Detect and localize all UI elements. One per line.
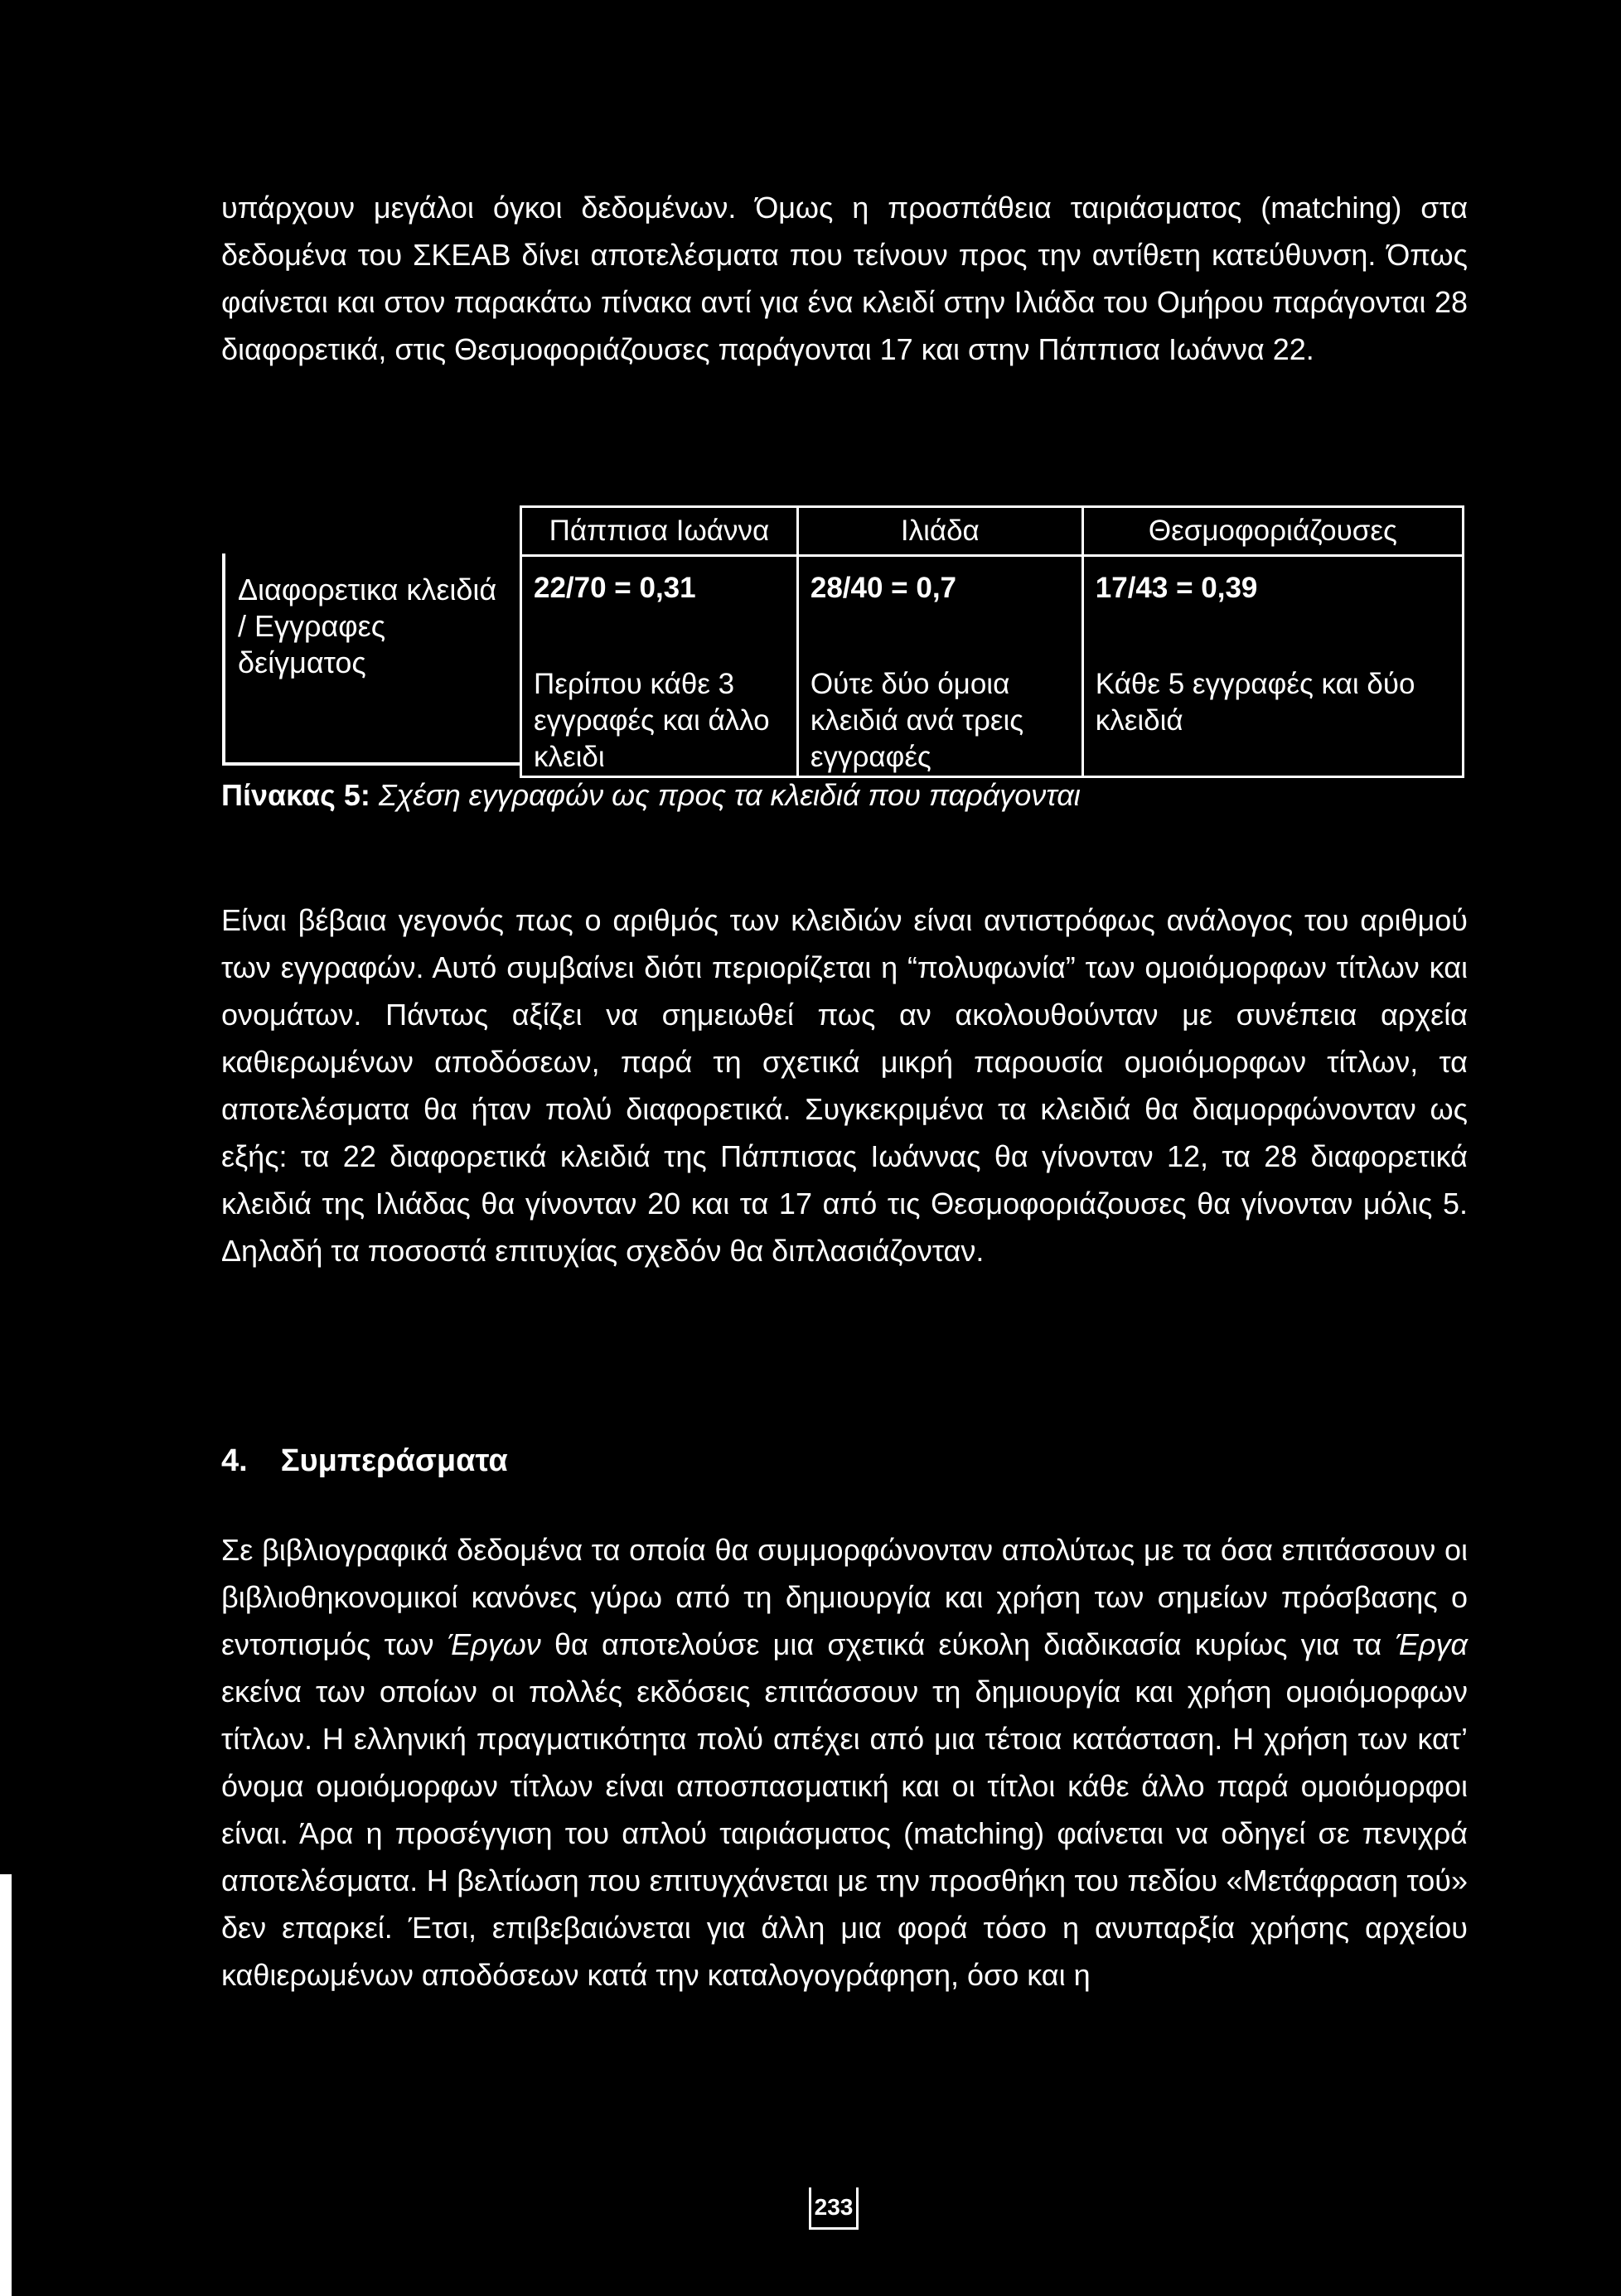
table-row (521, 556, 1464, 777)
ratio-value: 22/70 = 0,31 (534, 572, 696, 604)
paragraph-top: υπάρχουν μεγάλοι όγκοι δεδομένων. Όμως η προσπάθεια ταιριάσματος (matching) στα δεδομένα του ΣΚΕΑΒ δίνει αποτελέσματα που τείνουν προς την αντίθετη κατεύθυνση. Όπως φαίνεται και στον παρακάτω πίνακα αντί για ένα κλειδί στην Ιλιάδα του Ομήρου παράγονται 28 διαφορετικά, στις Θεσμοφοριάζουσες παράγονται 17 και στην Πάππισα Ιωάννα 22. (221, 191, 1468, 366)
section-title: Συμπεράσματα (280, 1443, 508, 1478)
table-caption (221, 777, 1081, 814)
page-number: 233 (809, 2187, 859, 2230)
italic-term: Έργα (1395, 1627, 1468, 1661)
section-heading (221, 1442, 508, 1480)
paragraph-conclusions (221, 1526, 1468, 1999)
keys-table (520, 505, 1464, 778)
ratio-value: 28/40 = 0,7 (810, 572, 957, 604)
table-cell (1082, 556, 1463, 777)
paragraph-middle: Είναι βέβαια γεγονός πως ο αριθμός των κλειδιών είναι αντιστρόφως ανάλογος του αριθμού των εγγραφών. Αυτό συμβαίνει διότι περιορίζεται η “πολυφωνία” των ομοιόμορφων τίτλων και ονομάτων. Πάντως αξίζει να σημειωθεί πως αν ακολουθούνταν με συνέπεια αρχεία καθιερωμένων αποδόσεων, παρά τη σχετικά μικρή παρουσία ομοιόμορφων τίτλων, τα αποτελέσματα θα ήταν πολύ διαφορετικά. Συγκεκριμένα τα κλειδιά θα διαμορφώνονταν ως εξής: τα 22 διαφορετικά κλειδιά της Πάππισας Ιωάννας θα γίνονταν 12, τα 28 διαφορετικά κλειδιά της Ιλιάδας θα γίνονταν 20 και τα 17 από τις Θεσμοφοριάζουσες θα γίνονταν μόλις 5. Δηλαδή τα ποσοστά επιτυχίας σχεδόν θα διπλασιάζονταν. (221, 903, 1468, 1268)
cell-description: Περίπου κάθε 3 εγγραφές και άλλο κλειδι (534, 668, 770, 773)
column-header: Πάππισα Ιωάννα (521, 507, 798, 556)
section-number: 4. (221, 1443, 248, 1478)
ratio-value: 17/43 = 0,39 (1095, 572, 1258, 604)
table-header-row (521, 507, 1464, 556)
table-bottom-border (222, 762, 520, 766)
caption-text: Σχέση εγγραφών ως προς τα κλειδιά που παράγονται (378, 778, 1081, 812)
italic-term: Έργων (447, 1627, 541, 1661)
table-row-label: Διαφορετικα κλειδιά / Εγγραφες δείγματος (238, 573, 497, 679)
paragraph-text: εκείνα των οποίων οι πολλές εκδόσεις επιτάσσουν τη δημιουργία και χρήση ομοιόμορφων τίτλων. Η ελληνική πραγματικότητα πολύ απέχει από μια τέτοια κατάσταση. Η χρήση των κατ’ όνομα ομοιόμορφων τίτλων είναι αποσπασματική και οι τίτλοι κάθε άλλο παρά ομοιόμορφοι είναι. Άρα η προσέγγιση του απλού ταιριάσματος (matching) φαίνεται να οδηγεί σε πενιχρά αποτελέσματα. Η βελτίωση που επιτυγχάνεται με την προσθήκη του πεδίου «Μετάφραση τού» δεν επαρκεί. Έτσι, επιβεβαιώνεται για άλλη μια φορά τόσο η ανυπαρξία χρήσης αρχείου καθιερωμένων αποδόσεων κατά την καταλογογράφηση, όσο και η (221, 1675, 1468, 1992)
table-cell (521, 556, 798, 777)
paragraph-text: Σε βιβλιογραφικά δεδομένα τα οποία θα συμμορφώνονταν απολύτως με τα όσα επιτάσσουν οι βιβλιοθηκονομικοί κανόνες γύρω από τη δημιουργία και χρήση των σημείων πρόσβασης ο εντοπισμός των (221, 1533, 1468, 1661)
caption-label: Πίνακας 5: (221, 778, 370, 812)
column-header: Ιλιάδα (797, 507, 1082, 556)
paragraph-text: θα αποτελούσε μια σχετικά εύκολη διαδικασία κυρίως για τα (540, 1627, 1396, 1661)
column-header: Θεσμοφοριάζουσες (1082, 507, 1463, 556)
table-cell (797, 556, 1082, 777)
cell-description: Ούτε δύο όμοια κλειδιά ανά τρεις εγγραφές (810, 668, 1024, 773)
table-left-border (222, 553, 225, 766)
cell-description: Κάθε 5 εγγραφές και δύο κλειδιά (1095, 668, 1415, 737)
scan-edge-bar (0, 1874, 12, 2296)
